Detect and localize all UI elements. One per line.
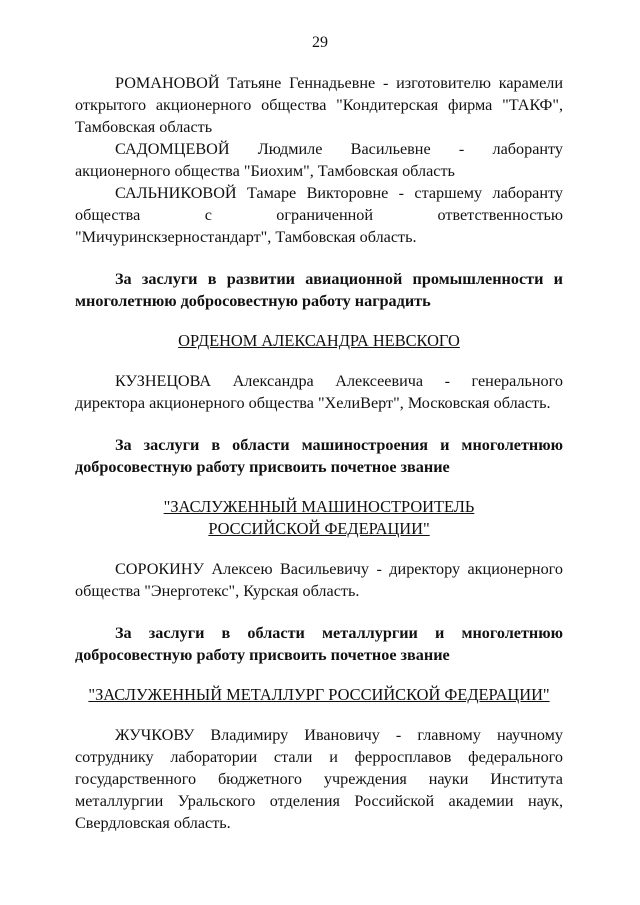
decree-heading: За заслуги в области машиностроения и многолетнюю добросовестную работу присвоить почетное звание (75, 436, 563, 476)
award-recipient-paragraph: САЛЬНИКОВОЙ Тамаре Викторовне - старшему лаборанту общества с ограниченной ответственностью "Мичуринскзерностандарт", Тамбовская область. (75, 184, 563, 246)
decree-heading: За заслуги в развитии авиационной промышленности и многолетнюю добросовестную работу наградить (75, 270, 563, 310)
decree-heading: За заслуги в области металлургии и многолетнюю добросовестную работу присвоить почетное звание (75, 624, 563, 664)
award-recipient-paragraph: ЖУЧКОВУ Владимиру Ивановичу - главному научному сотруднику лаборатории стали и ферросплавов федерального государственного бюджетного учреждения науки Института металлургии Уральского отделения Российской академии наук, Свердловская область. (75, 726, 563, 832)
award-title: "ЗАСЛУЖЕННЫЙ МЕТАЛЛУРГ РОССИЙСКОЙ ФЕДЕРАЦИИ" (88, 685, 550, 704)
award-title: ОРДЕНОМ АЛЕКСАНДРА НЕВСКОГО (178, 331, 460, 350)
award-recipient-paragraph: СОРОКИНУ Алексею Васильевичу - директору акционерного общества "Энерготекс", Курская область. (75, 560, 563, 600)
award-recipient-paragraph: САДОМЦЕВОЙ Людмиле Васильевне - лаборанту акционерного общества "Биохим", Тамбовская область (75, 140, 563, 180)
document-body (75, 72, 563, 834)
award-title-line: "ЗАСЛУЖЕННЫЙ МАШИНОСТРОИТЕЛЬ (163, 497, 475, 516)
award-recipient-paragraph: РОМАНОВОЙ Татьяне Геннадьевне - изготовителю карамели открытого акционерного общества "Кондитерская фирма "ТАКФ", Тамбовская область (75, 74, 563, 136)
award-recipient-paragraph: КУЗНЕЦОВА Александра Алексеевича - генерального директора акционерного общества "ХелиВерт", Московская область. (75, 372, 563, 412)
award-title-line: РОССИЙСКОЙ ФЕДЕРАЦИИ" (208, 519, 430, 538)
page-number: 29 (312, 34, 328, 51)
